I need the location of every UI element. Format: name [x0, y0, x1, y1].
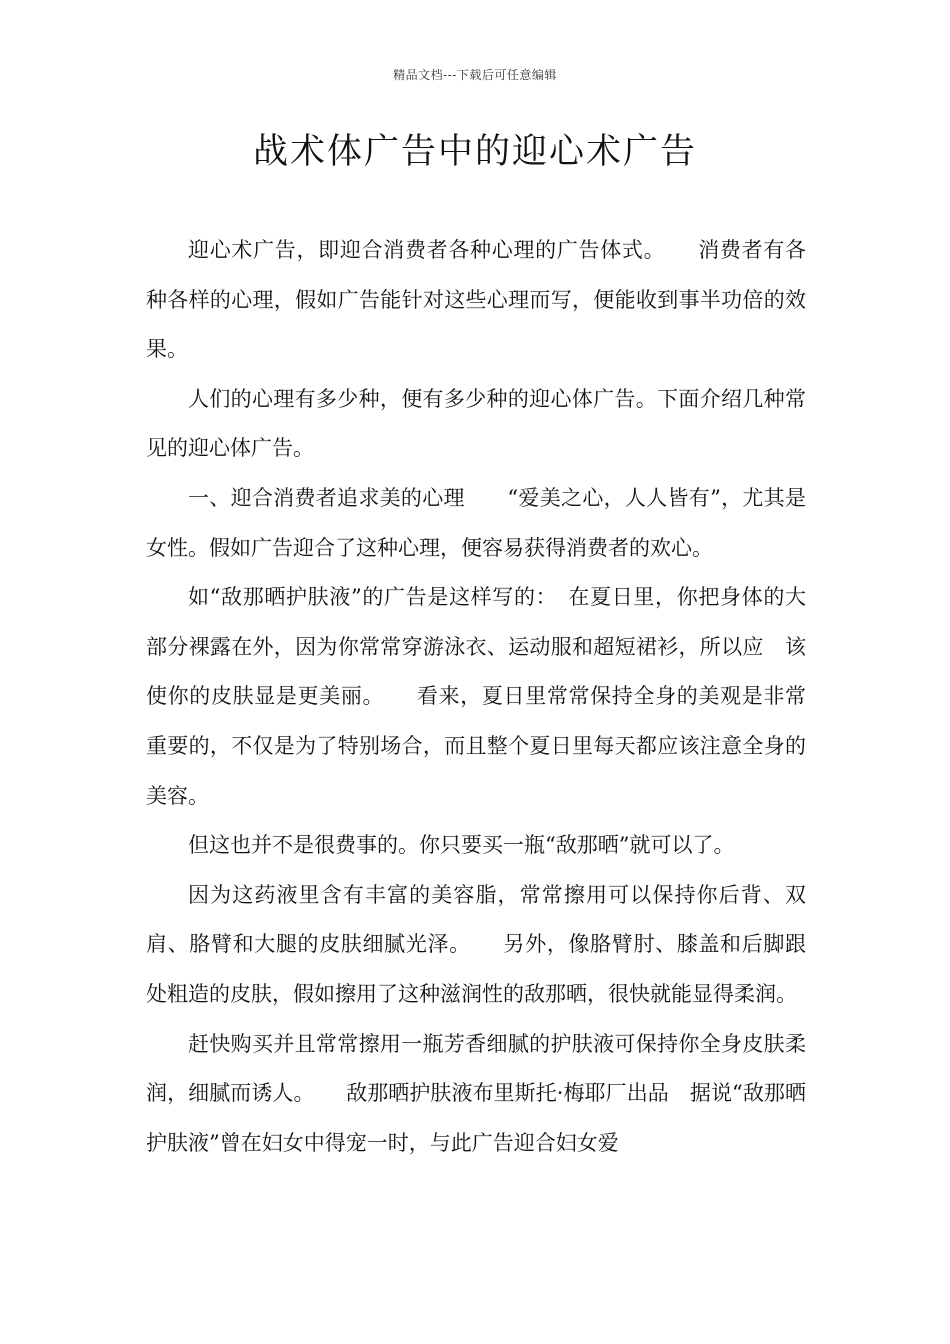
paragraph: 因为这药液里含有丰富的美容脂，常常擦用可以保持你后背、双肩、胳臂和大腿的皮肤细腻光泽。 另外，像胳臂肘、膝盖和后脚跟处粗造的皮肤，假如擦用了这种滋润性的敌那晒，很快就能显得柔润。: [146, 882, 806, 1006]
document-body: [146, 226, 806, 1168]
page-header: 精品文档---下载后可任意编辑: [393, 68, 557, 82]
paragraph: 如“敌那晒护肤液”的广告是这样写的： 在夏日里，你把身体的大部分裸露在外，因为你常常穿游泳衣、运动服和超短裙衫，所以应 该使你的皮肤显是更美丽。 看来，夏日里常常保持全身的美观是非常重要的，不仅是为了特别场合，而且整个夏日里每天都应该注意全身的美容。: [146, 585, 806, 808]
paragraph: 赶快购买并且常常擦用一瓶芳香细腻的护肤液可保持你全身皮肤柔润，细腻而诱人。 敌那晒护肤液布里斯托·梅耶厂出品 据说“敌那晒护肤液”曾在妇女中得宠一时，与此广告迎合妇女爱: [146, 1031, 806, 1155]
paragraph: 一、迎合消费者追求美的心理 “爱美之心，人人皆有”，尤其是女性。假如广告迎合了这种心理，便容易获得消费者的欢心。: [146, 485, 806, 560]
paragraph: 但这也并不是很费事的。你只要买一瓶“敌那晒”就可以了。: [188, 833, 735, 858]
paragraph: 人们的心理有多少种，便有多少种的迎心体广告。下面介绍几种常见的迎心体广告。: [146, 386, 806, 461]
paragraph: 迎心术广告，即迎合消费者各种心理的广告体式。 消费者有各种各样的心理，假如广告能针对这些心理而写，便能收到事半功倍的效果。: [146, 238, 806, 362]
document-title: 战术体广告中的迎心术广告: [252, 132, 697, 172]
